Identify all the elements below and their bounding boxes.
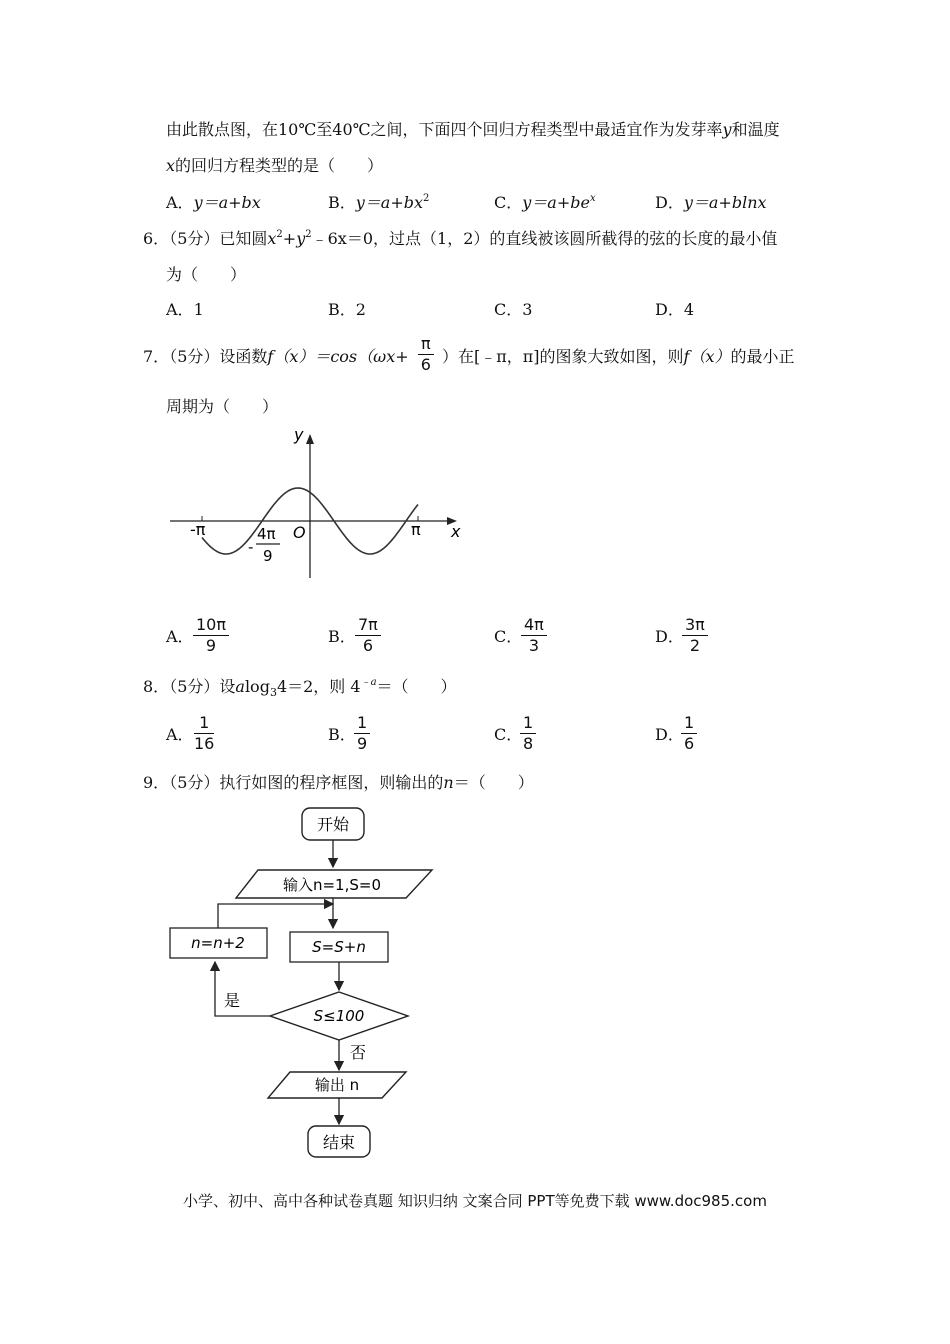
q7-stem-line2: 周期为（ ） <box>166 397 279 416</box>
root-sign: - <box>248 538 254 556</box>
q6-option-a: A．1 <box>166 300 204 319</box>
q9-flowchart <box>160 800 450 1165</box>
flow-yes-label: 是 <box>224 991 241 1010</box>
q7-c-num: 4π <box>524 615 544 634</box>
q7-stem-left: 7．（5分）设函数f（x）＝cos（ωx+ <box>143 347 409 366</box>
q8-option-d-label: D． <box>655 725 684 744</box>
flow-update-s-label: S=S+n <box>312 938 366 956</box>
q8-d-den: 6 <box>684 734 695 753</box>
q5-line2: x的回归方程类型的是（ ） <box>166 156 384 175</box>
q5-option-a: A．y＝a+bx <box>166 193 261 212</box>
q7-stem-right: ）在[﹣π，π]的图象大致如图，则f（x）的最小正 <box>442 347 795 366</box>
flow-start-label: 开始 <box>316 815 350 834</box>
q8-c-den: 8 <box>523 734 534 753</box>
q7-option-b-fraction <box>355 615 381 656</box>
q7-option-a-label: A． <box>166 627 194 646</box>
q7-option-d-fraction <box>682 615 708 656</box>
q5-option-c: C．$y=a+be^x$ <box>494 193 596 212</box>
q8-option-d-fraction <box>681 713 697 754</box>
x-axis-label: x <box>451 522 461 541</box>
q7-option-d-label: D． <box>655 627 684 646</box>
q8-b-num: 1 <box>357 713 368 732</box>
q7-option-c-label: C． <box>494 627 523 646</box>
page-footer: 小学、初中、高中各种试卷真题 知识归纳 文案合同 PPT等免费下载 www.doc985.com <box>183 1192 767 1210</box>
flow-no-label: 否 <box>350 1043 367 1062</box>
flow-decision-label: S≤100 <box>313 1007 365 1025</box>
q8-b-den: 9 <box>357 734 368 753</box>
q6-option-c: C．3 <box>494 300 533 319</box>
q7-option-b-label: B． <box>328 627 356 646</box>
q7-stem-fraction <box>418 334 434 375</box>
q7-a-den: 9 <box>205 636 217 655</box>
q6-option-b: B．2 <box>328 300 366 319</box>
q8-option-a-label: A． <box>166 725 194 744</box>
q7-option-a-fraction <box>193 615 229 656</box>
q8-option-b-fraction <box>354 713 370 754</box>
q6-stem-line2: 为（ ） <box>166 265 247 284</box>
q7-cosine-graph <box>165 422 475 587</box>
q7-d-den: 2 <box>689 636 700 655</box>
q8-option-b-label: B． <box>328 725 356 744</box>
q9-stem: 9．（5分）执行如图的程序框图，则输出的n＝（ ） <box>143 773 534 792</box>
q6-stem: 6．（5分）已知圆$x^2+y^2﹣6x=0$，过点（1，2）的直线被该圆所截得的弦的长度的最小值 <box>143 229 778 248</box>
q8-option-c-fraction <box>520 713 536 754</box>
q8-d-num: 1 <box>684 713 695 732</box>
q7-frac-den: 6 <box>420 355 431 374</box>
origin-label: O <box>293 523 306 542</box>
q7-frac-num: π <box>421 334 431 353</box>
q7-b-den: 6 <box>362 636 373 655</box>
root-num: 4π <box>257 525 276 543</box>
q7-c-den: 3 <box>528 636 539 655</box>
q8-a-den: 16 <box>194 734 215 753</box>
flow-loop-top <box>218 904 333 928</box>
flow-update-n-label: n=n+2 <box>191 934 245 952</box>
neg-pi-label: -π <box>190 520 206 539</box>
q7-a-num: 10π <box>196 615 226 634</box>
y-axis-arrow <box>306 434 314 444</box>
q7-d-num: 3π <box>685 615 705 634</box>
q8-a-num: 1 <box>199 713 210 732</box>
pi-label: π <box>411 520 421 539</box>
q8-c-num: 1 <box>523 713 534 732</box>
q8-option-c-label: C． <box>494 725 523 744</box>
q6-option-d: D．4 <box>655 300 695 319</box>
flow-end-label: 结束 <box>322 1133 356 1152</box>
q8-stem: 8．（5分）设alog$_3$4＝2，则 $4^{﹣a}=$（ ） <box>143 677 457 700</box>
root-den: 9 <box>263 547 273 565</box>
y-axis-label: y <box>294 425 304 444</box>
q5-option-d: D．y＝a+blnx <box>655 193 767 212</box>
flow-input-label: 输入n=1,S=0 <box>282 876 382 894</box>
q8-option-a-fraction <box>194 713 214 754</box>
q5-option-b: B．$y=a+bx^2$ <box>328 193 430 212</box>
q7-option-c-fraction <box>521 615 547 656</box>
flow-output-label: 输出 n <box>314 1076 360 1094</box>
q7-b-num: 7π <box>358 615 378 634</box>
q5-line1: 由此散点图，在10℃至40℃之间，下面四个回归方程类型中最适宜作为发芽率y和温度 <box>166 120 780 139</box>
